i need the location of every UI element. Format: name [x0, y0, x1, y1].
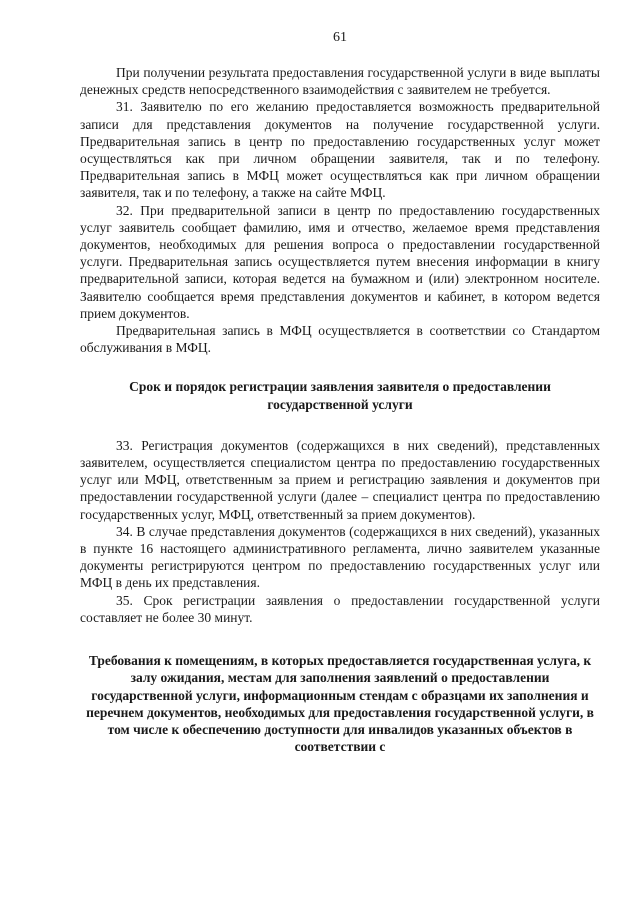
paragraph-33: 33. Регистрация документов (содержащихся в них сведений), представленных заявителем, осуществляется специалистом центра по предоставлению государственных услуг или МФЦ, ответственным за прием и регистрацию заявления и документов при предоставлении государственной услуги (далее – специалист центра по предоставлению государственных услуг, МФЦ, ответственный за прием документов).: [80, 437, 600, 522]
section-heading-registration: Срок и порядок регистрации заявления заявителя о предоставлении государственной услуги: [129, 379, 551, 412]
paragraph-32: 32. При предварительной записи в центр по предоставлению государственных услуг заявитель сообщает фамилию, имя и отчество, желаемое время представления документов, необходимых для решения вопроса о предоставлении государственной услуги. Предварительная запись осуществляется путем внесения информации в книгу предварительной записи, которая ведется на бумажном и (или) электронном носителе. Заявителю сообщается время представления документов и кабинет, в котором ведется прием документов.: [80, 202, 600, 321]
paragraph-mfc-preregistration: Предварительная запись в МФЦ осуществляется в соответствии со Стандартом обслуживания в МФЦ.: [80, 323, 600, 356]
paragraph-35: 35. Срок регистрации заявления о предоставлении государственной услуги составляет не более 30 минут.: [80, 592, 600, 625]
document-page: [80, 0, 600, 905]
paragraph-34: 34. В случае представления документов (содержащихся в них сведений), указанных в пункте 16 настоящего административного регламента, лично заявителем указанные документы регистрируются центром по предоставлению государственных услуг или МФЦ в день их представления.: [80, 523, 600, 591]
paragraph-result-payment: При получении результата предоставления государственной услуги в виде выплаты денежных средств непосредственного взаимодействия с заявителем не требуется.: [80, 65, 600, 98]
section-heading-requirements: Требования к помещениям, в которых предоставляется государственная услуга, к залу ожидания, местам для заполнения заявлений о предоставлении государственной услуги, информационным стендам с образцами их заполнения и перечнем документов, необходимых для предоставления государственной услуги, в том числе к обеспечению доступности для инвалидов указанных объектов в соответствии с: [86, 653, 594, 755]
page-number: 61: [333, 30, 347, 45]
page-content: [80, 64, 600, 755]
paragraph-31: 31. Заявителю по его желанию предоставляется возможность предварительной записи для представления документов на получение государственной услуги. Предварительная запись в центр по предоставлению государственных услуг может осуществляться как при личном обращении заявителя, так и по телефону. Предварительная запись в МФЦ может осуществляться как при личном обращении заявителя, так и по телефону, а также на сайте МФЦ.: [80, 99, 600, 201]
